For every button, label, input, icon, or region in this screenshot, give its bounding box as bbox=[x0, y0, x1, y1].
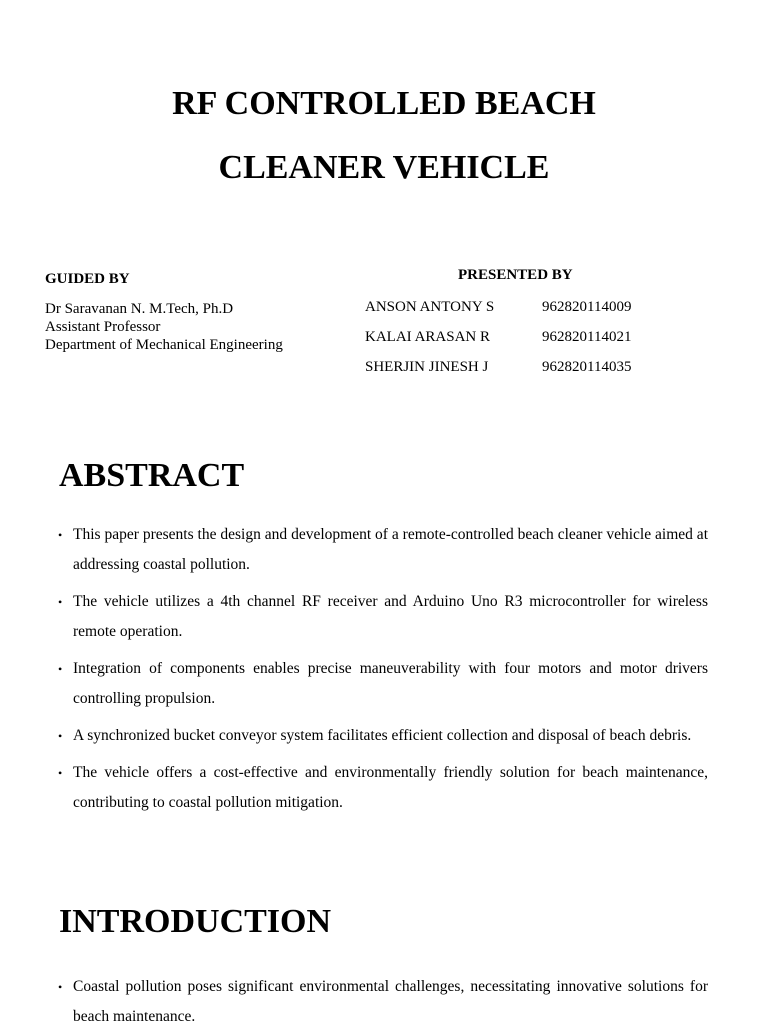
bullet-text: The vehicle offers a cost-effective and environmentally friendly solution for beach maintenance, contributing to coastal pollution mitigation. bbox=[73, 764, 708, 811]
presented-by-block bbox=[365, 264, 725, 382]
bullet-icon: • bbox=[58, 662, 63, 676]
introduction-heading: INTRODUCTION bbox=[59, 903, 332, 940]
bullet-text: A synchronized bucket conveyor system facilitates efficient collection and disposal of beach debris. bbox=[73, 727, 692, 744]
member-row bbox=[365, 292, 725, 322]
member-name: KALAI ARASAN R bbox=[365, 329, 491, 345]
guide-name: Dr Saravanan N. M.Tech, Ph.D bbox=[45, 301, 234, 317]
list-item bbox=[58, 587, 708, 647]
guided-by-heading: GUIDED BY bbox=[45, 271, 130, 287]
list-item bbox=[58, 654, 708, 714]
bullet-text: The vehicle utilizes a 4th channel RF receiver and Arduino Uno R3 microcontroller for wireless remote operation. bbox=[73, 593, 708, 640]
introduction-bullet-list bbox=[58, 972, 708, 1024]
bullet-text: Coastal pollution poses significant environmental challenges, necessitating innovative solutions for beach maintenance. bbox=[73, 978, 708, 1024]
presented-by-heading: PRESENTED BY bbox=[458, 267, 573, 283]
bullet-text: This paper presents the design and development of a remote-controlled beach cleaner vehicle aimed at addressing coastal pollution. bbox=[73, 526, 708, 573]
member-name: SHERJIN JINESH J bbox=[365, 359, 489, 375]
guide-department: Department of Mechanical Engineering bbox=[45, 337, 283, 353]
bullet-icon: • bbox=[58, 980, 63, 994]
member-register-number: 962820114035 bbox=[542, 359, 632, 375]
guided-by-block bbox=[45, 268, 355, 354]
bullet-icon: • bbox=[58, 766, 63, 780]
abstract-bullet-list bbox=[58, 520, 708, 825]
bullet-text: Integration of components enables precise maneuverability with four motors and motor drivers controlling propulsion. bbox=[73, 660, 708, 707]
bullet-icon: • bbox=[58, 528, 63, 542]
member-register-number: 962820114021 bbox=[542, 329, 632, 345]
bullet-icon: • bbox=[58, 595, 63, 609]
member-register-number: 962820114009 bbox=[542, 299, 632, 315]
guide-designation: Assistant Professor bbox=[45, 319, 161, 335]
member-row bbox=[365, 322, 725, 352]
document-title-line-2: CLEANER VEHICLE bbox=[218, 149, 550, 186]
bullet-icon: • bbox=[58, 729, 63, 743]
document-title-line-1: RF CONTROLLED BEACH bbox=[172, 85, 596, 122]
member-row bbox=[365, 352, 725, 382]
abstract-heading: ABSTRACT bbox=[59, 457, 245, 494]
member-name: ANSON ANTONY S bbox=[365, 299, 495, 315]
list-item bbox=[58, 972, 708, 1024]
list-item bbox=[58, 520, 708, 580]
list-item bbox=[58, 721, 708, 751]
list-item bbox=[58, 758, 708, 818]
